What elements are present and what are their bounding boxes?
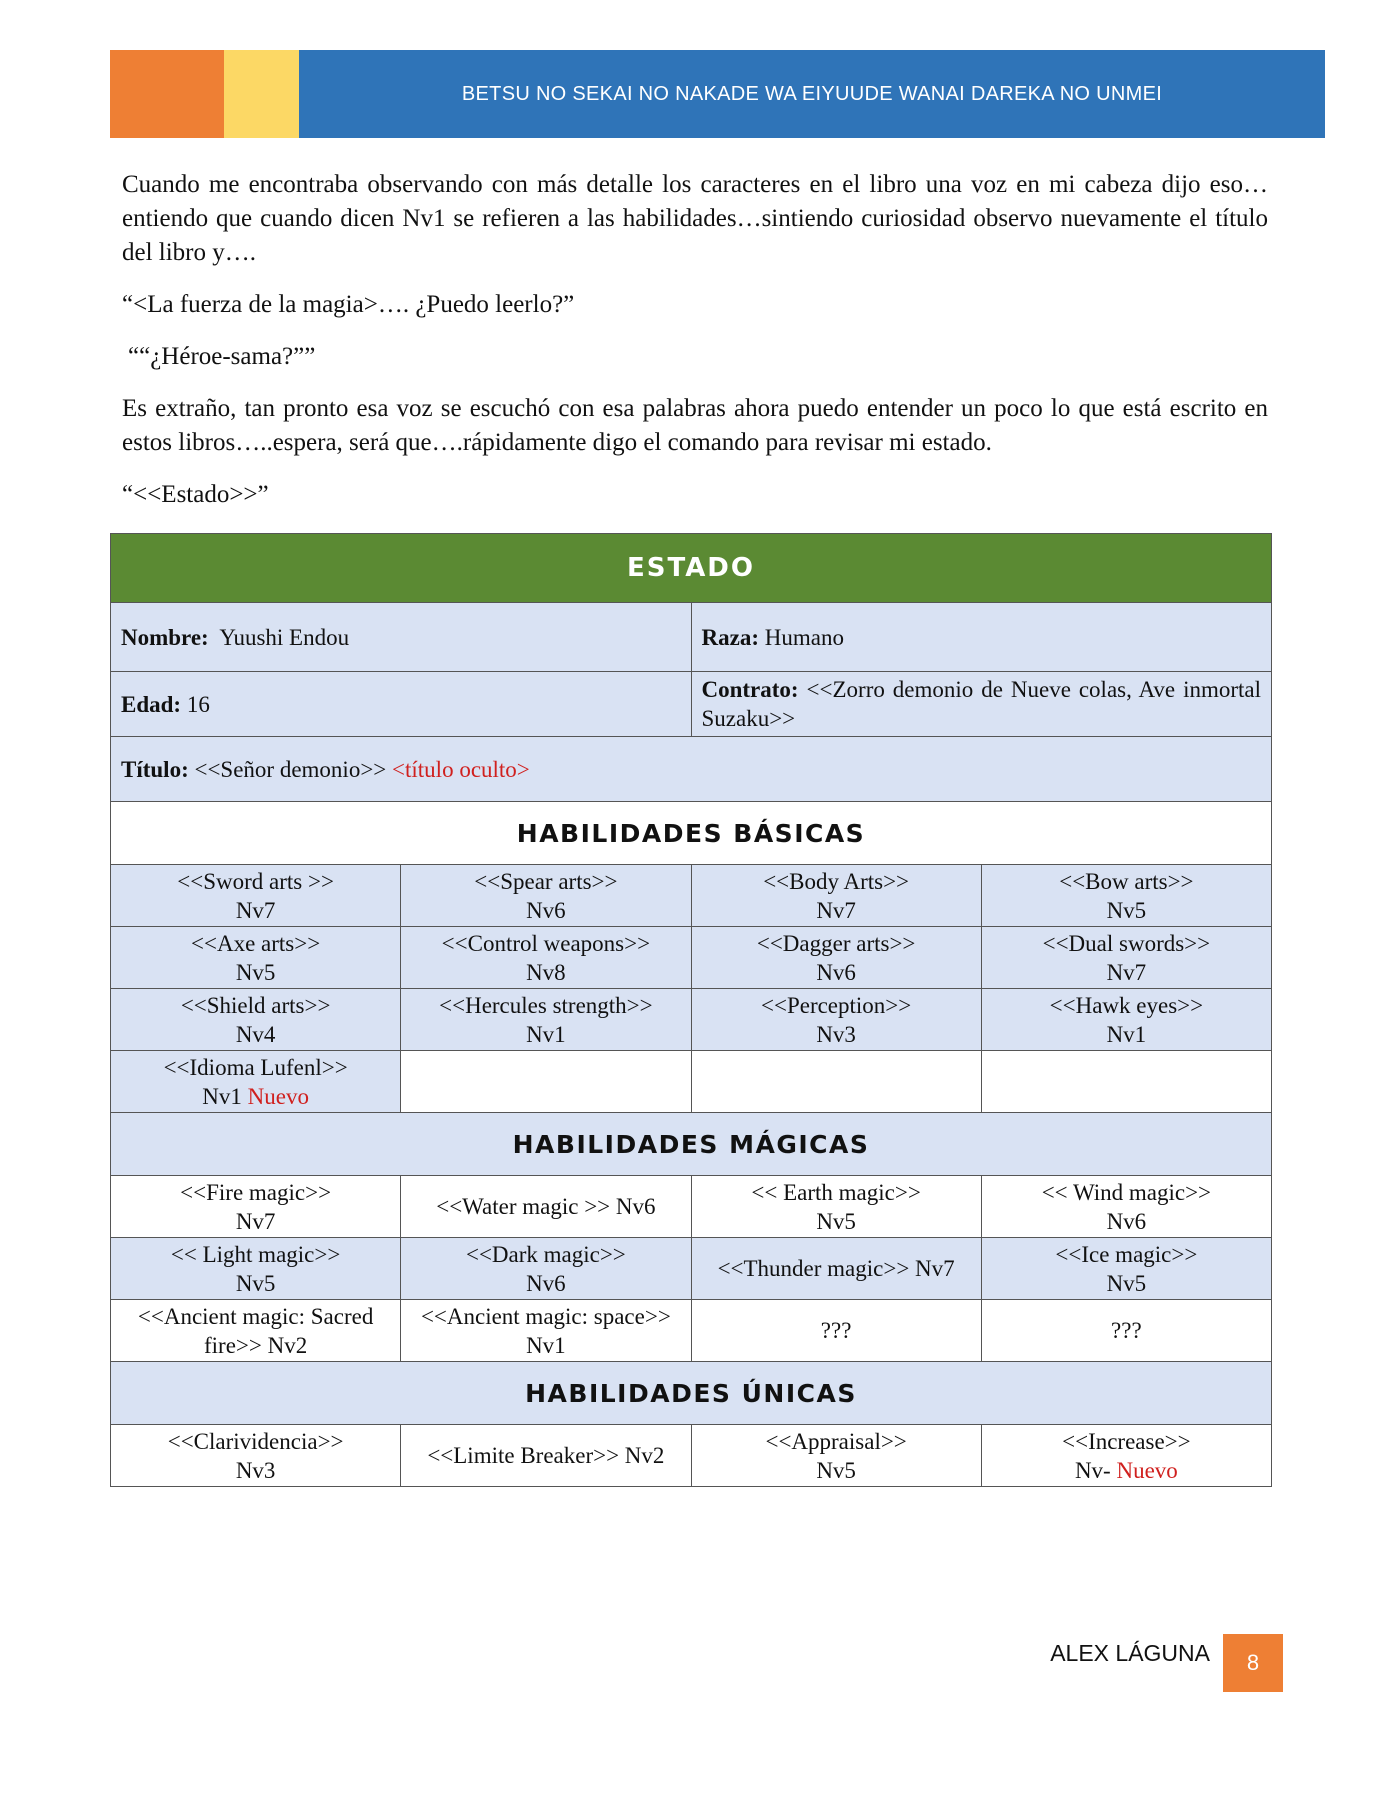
skill-level: Nv5 [235, 1270, 276, 1296]
skill-name: <<Control weapons>> [441, 930, 651, 956]
magic-skill-cell [401, 1238, 691, 1300]
skill-level: Nv8 [526, 959, 566, 985]
magic-skill-cell [401, 1176, 691, 1238]
skill-level: Nv- [1074, 1457, 1111, 1483]
skill-level: Nv6 [526, 897, 566, 923]
raza-value: Humano [764, 624, 844, 650]
skill-name: <<Axe arts>> [191, 930, 321, 956]
skill-name: <<Dual swords>> [1042, 930, 1211, 956]
skill-name: <<Ancient magic: space>> [420, 1303, 671, 1329]
magic-skill-cell [981, 1176, 1271, 1238]
edad-value: 16 [186, 691, 210, 717]
magic-skill-cell [981, 1300, 1271, 1362]
paragraph-4: Es extraño, tan pronto esa voz se escuchó con esa palabras ahora puedo entender un poco lo que está escrito en estos libros…..espera, será que….rápidamente digo el comando para revisar mi estado. [122, 395, 1268, 456]
skill-name: <<Sword arts >> [177, 868, 334, 894]
skill-name: <<Ancient magic: Sacred [137, 1303, 374, 1329]
skill-name: << Earth magic>> [751, 1179, 921, 1205]
empty-cell [401, 1051, 691, 1113]
paragraph-2: “<La fuerza de la magia>…. ¿Puedo leerlo?” [122, 291, 575, 318]
skill-level: Nv7 [235, 1208, 276, 1234]
new-tag: Nuevo [247, 1083, 309, 1109]
basic-skill-cell [401, 989, 691, 1051]
skill-level: Nv5 [235, 959, 276, 985]
skill-level: Nv1 [202, 1083, 242, 1109]
status-title: ESTADO [111, 534, 1272, 603]
skill-level: Nv7 [235, 897, 276, 923]
skill-name: << Light magic>> [170, 1241, 341, 1267]
magic-skill-cell [111, 1176, 401, 1238]
skill-level: Nv5 [816, 1457, 856, 1483]
skill-name: <<Dark magic>> [465, 1241, 626, 1267]
empty-cell [981, 1051, 1271, 1113]
skill-name: <<Ice magic>> [1055, 1241, 1198, 1267]
nombre-value: Yuushi Endou [219, 624, 350, 650]
magic-skill-cell [981, 1238, 1271, 1300]
paragraph-1: Cuando me encontraba observando con más detalle los caracteres en el libro una voz en mi cabeza dijo eso…entiendo que cuando dicen Nv1 se refieren a las habilidades…sintiendo curiosidad observo nuevamente el título del libro y…. [122, 171, 1268, 266]
skill-level: Nv4 [235, 1021, 276, 1047]
skill-name: <<Idioma Lufenl>> [163, 1054, 348, 1080]
skill-level: Nv1 [526, 1332, 566, 1358]
skill-name: <<Limite Breaker>> Nv2 [427, 1443, 665, 1468]
skill-level: Nv3 [235, 1457, 276, 1483]
skill-level: fire>> Nv2 [204, 1332, 308, 1358]
basic-skills-header: HABILIDADES BÁSICAS [111, 802, 1272, 865]
page-header [110, 50, 1325, 138]
skill-level: Nv1 [526, 1021, 566, 1047]
skill-level: Nv7 [816, 897, 856, 923]
skill-level: Nv5 [1106, 897, 1147, 923]
status-table [110, 533, 1272, 1487]
titulo-label: Título: [121, 756, 189, 782]
skill-name: <<Dagger arts>> [756, 930, 916, 956]
paragraph-3: ““¿Héroe-sama?”” [128, 343, 316, 370]
skill-name: ??? [1111, 1318, 1142, 1343]
skill-level: Nv7 [1106, 959, 1147, 985]
skill-name: <<Hawk eyes>> [1049, 992, 1204, 1018]
nombre-cell [111, 603, 692, 672]
skill-name: <<Clarividencia>> [167, 1428, 344, 1454]
skill-level: Nv6 [1106, 1208, 1147, 1234]
basic-skill-cell [111, 989, 401, 1051]
page-number: 8 [1223, 1634, 1283, 1692]
skill-name: <<Water magic >> Nv6 [436, 1194, 656, 1219]
basic-skill-cell [111, 1051, 401, 1113]
header-orange-block [110, 50, 224, 138]
skill-name: <<Hercules strength>> [439, 992, 653, 1018]
unique-skills-header: HABILIDADES ÚNICAS [111, 1362, 1272, 1425]
basic-skill-cell [981, 927, 1271, 989]
basic-skill-cell [401, 927, 691, 989]
skill-name: <<Appraisal>> [765, 1428, 907, 1454]
skill-level: Nv3 [816, 1021, 856, 1047]
skill-level: Nv6 [816, 959, 856, 985]
skill-name: <<Shield arts>> [180, 992, 331, 1018]
new-tag: Nuevo [1116, 1457, 1178, 1483]
skill-name: <<Bow arts>> [1059, 868, 1194, 894]
skill-name: <<Increase>> [1062, 1428, 1191, 1454]
skill-name: ??? [820, 1318, 852, 1343]
skill-name: <<Fire magic>> [180, 1179, 332, 1205]
basic-skill-cell [981, 989, 1271, 1051]
skill-name: <<Thunder magic>> Nv7 [717, 1256, 955, 1281]
magic-skill-cell [111, 1300, 401, 1362]
basic-skill-cell [981, 865, 1271, 927]
magic-skill-cell [111, 1238, 401, 1300]
edad-label: Edad: [121, 691, 182, 717]
unique-skill-cell [691, 1425, 981, 1487]
titulo-hidden: <título oculto> [392, 756, 530, 782]
header-yellow-block [224, 50, 299, 138]
skill-level: Nv5 [1106, 1270, 1147, 1296]
basic-skill-cell [691, 927, 981, 989]
skill-level: Nv6 [526, 1270, 566, 1296]
contrato-label: Contrato: [701, 677, 799, 702]
basic-skill-cell [691, 989, 981, 1051]
basic-skill-cell [111, 865, 401, 927]
magic-skill-cell [401, 1300, 691, 1362]
basic-skill-cell [691, 865, 981, 927]
skill-name: <<Spear arts>> [474, 868, 618, 894]
header-title: BETSU NO SEKAI NO NAKADE WA EIYUUDE WANAI DAREKA NO UNMEI [299, 50, 1325, 138]
titulo-cell [111, 737, 1272, 802]
story-text [122, 168, 1268, 530]
raza-cell [691, 603, 1272, 672]
unique-skill-cell [981, 1425, 1271, 1487]
basic-skill-cell [401, 865, 691, 927]
skill-name: <<Body Arts>> [763, 868, 910, 894]
footer-author: ALEX LÁGUNA [1050, 1640, 1210, 1666]
skill-name: <<Perception>> [761, 992, 912, 1018]
magic-skill-cell [691, 1300, 981, 1362]
magic-skill-cell [691, 1238, 981, 1300]
unique-skill-cell [401, 1425, 691, 1487]
magic-skills-header: HABILIDADES MÁGICAS [111, 1113, 1272, 1176]
contrato-cell [691, 672, 1272, 737]
skill-name: << Wind magic>> [1041, 1179, 1212, 1205]
unique-skill-cell [111, 1425, 401, 1487]
edad-cell [111, 672, 692, 737]
nombre-label: Nombre: [121, 624, 209, 650]
empty-cell [691, 1051, 981, 1113]
raza-label: Raza: [701, 624, 759, 650]
titulo-value: <<Señor demonio>> [194, 756, 387, 782]
skill-level: Nv5 [816, 1208, 856, 1234]
contrato-value: <<Zorro demonio de Nueve colas, Ave inmortal Suzaku>> [701, 677, 1262, 731]
basic-skill-cell [111, 927, 401, 989]
skill-level: Nv1 [1106, 1021, 1147, 1047]
magic-skill-cell [691, 1176, 981, 1238]
paragraph-5: “<<Estado>>” [122, 481, 269, 508]
